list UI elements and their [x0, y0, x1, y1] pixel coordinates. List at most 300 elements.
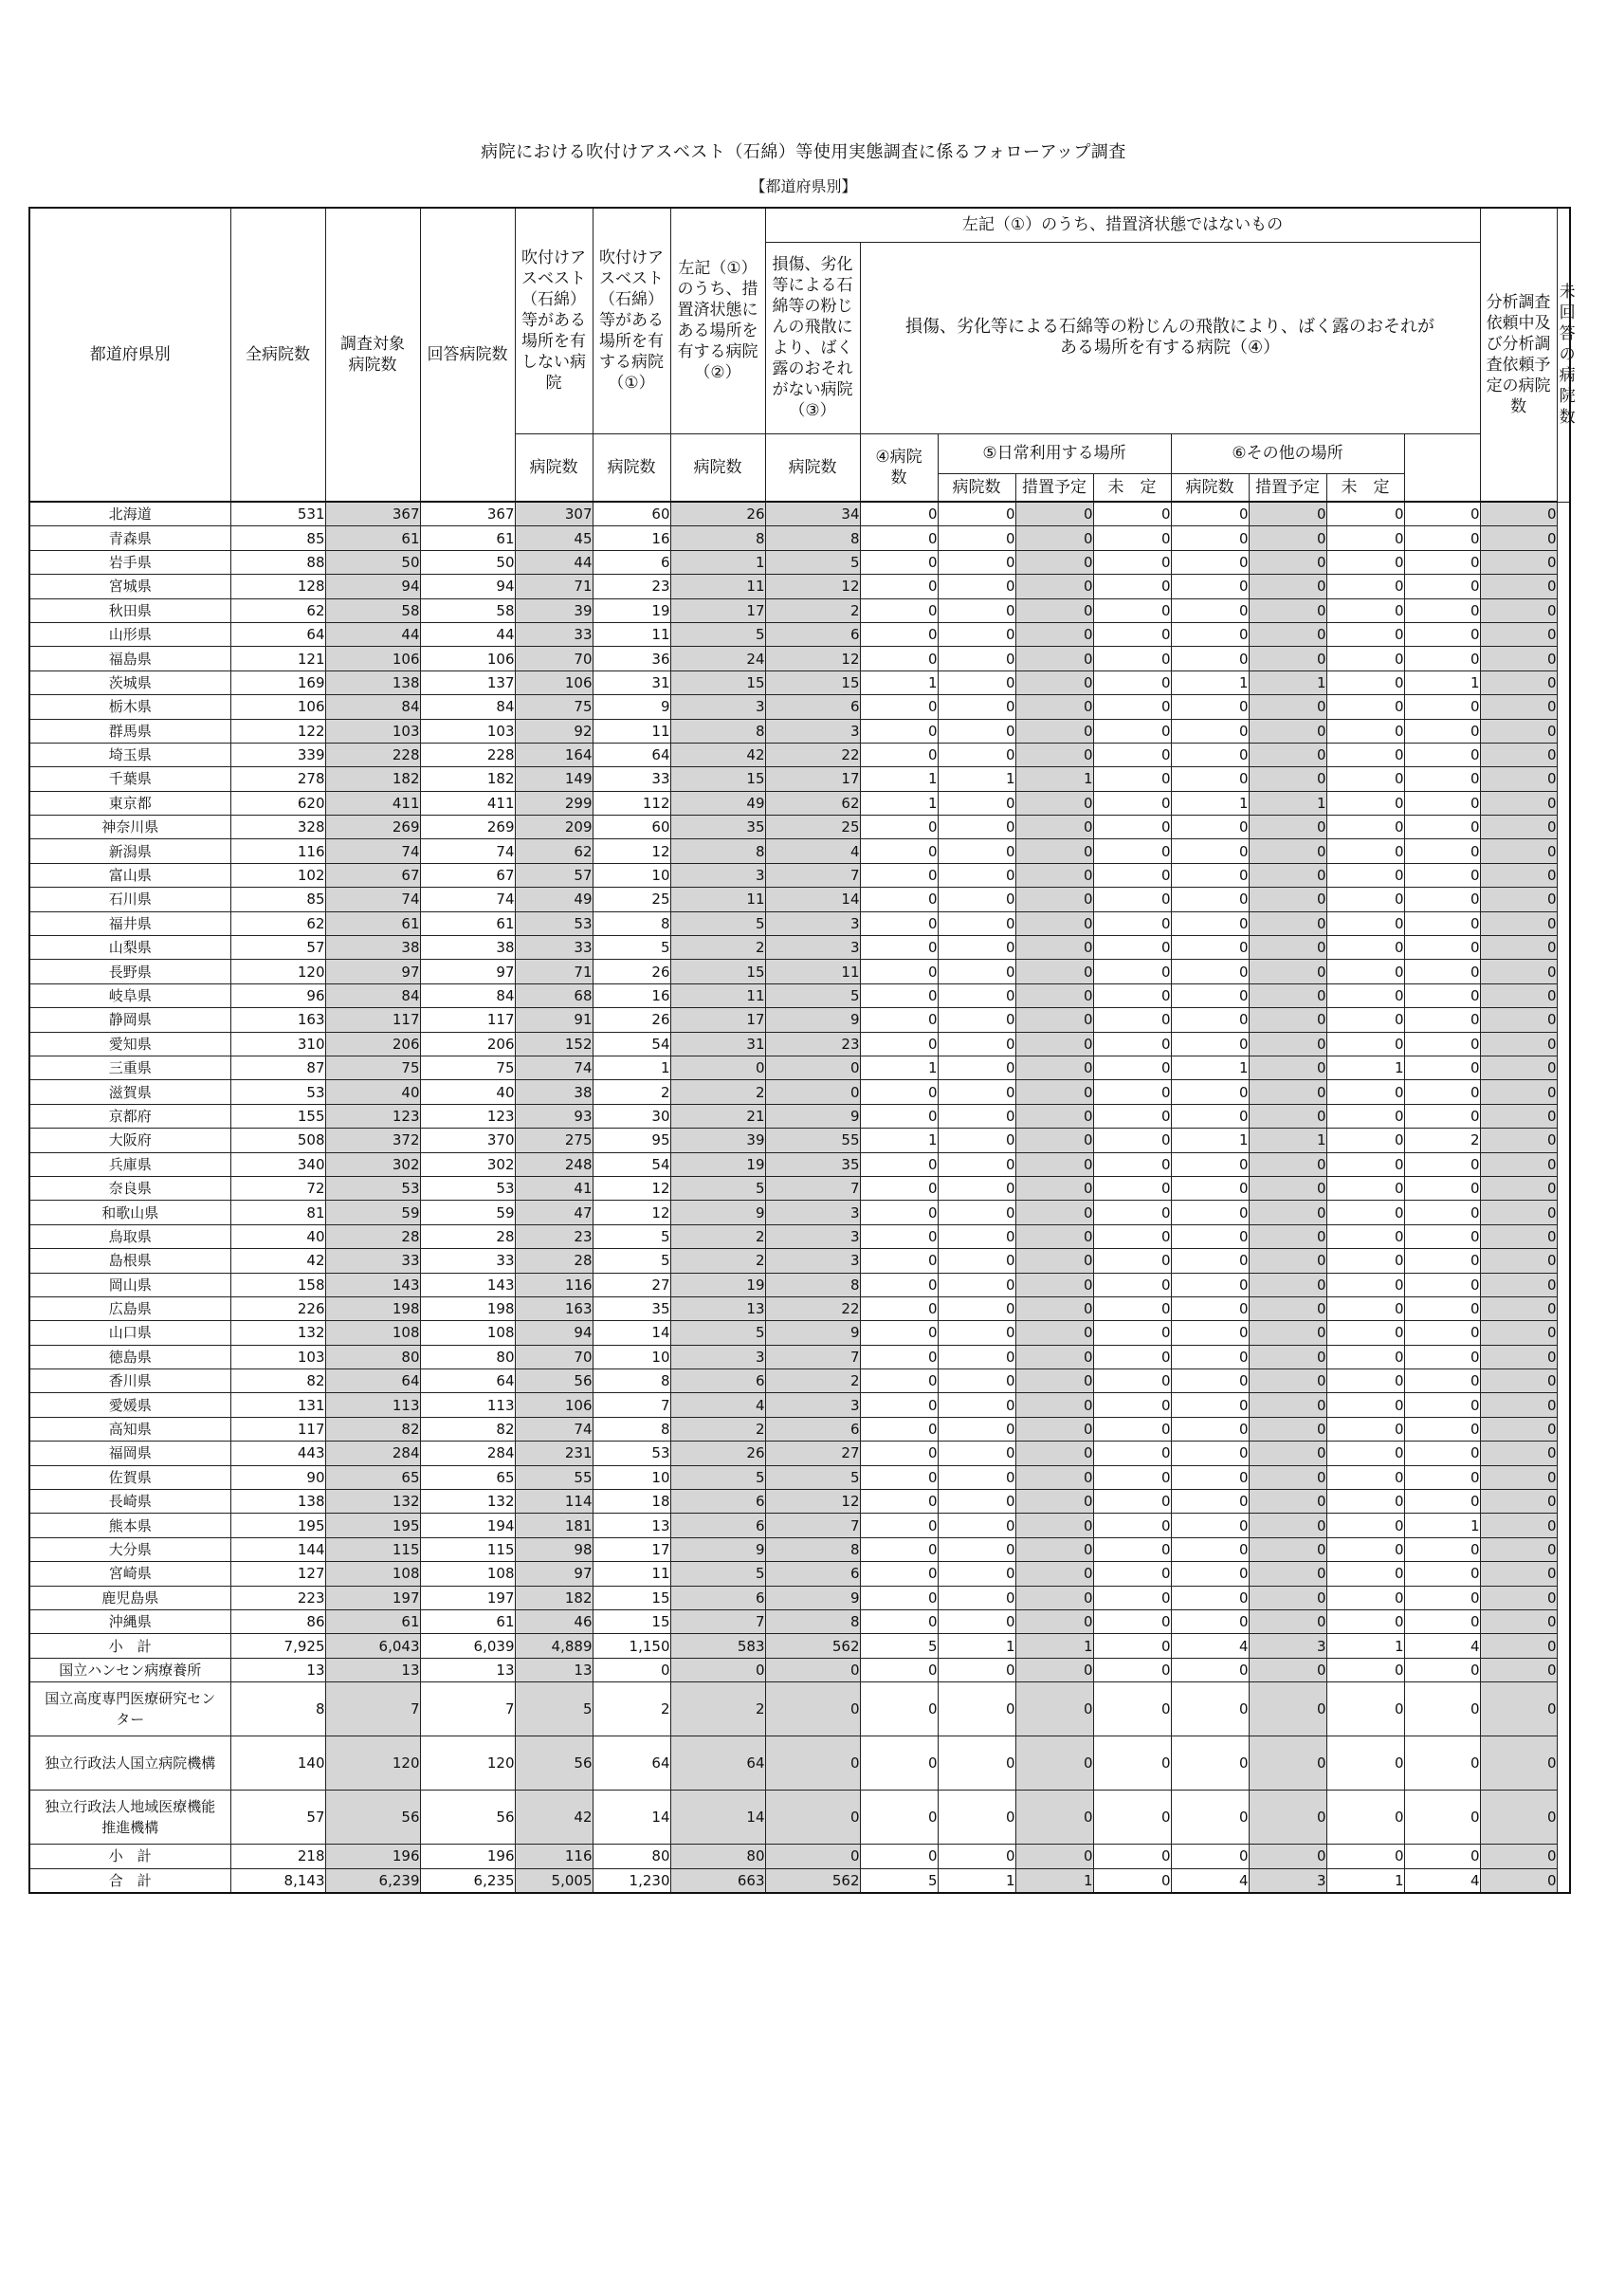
cell-value: 2: [670, 1682, 765, 1736]
cell-value: 0: [1404, 1273, 1480, 1296]
cell-value: 62: [230, 598, 325, 622]
cell-value: 8: [670, 719, 765, 743]
cell-value: 299: [515, 791, 593, 815]
cell-value: 132: [420, 1490, 515, 1514]
cell-value: 0: [1480, 1417, 1557, 1441]
cell-value: 0: [1093, 1514, 1171, 1537]
cell-value: 0: [938, 1008, 1015, 1032]
cell-value: 25: [765, 816, 860, 839]
cell-value: 0: [1249, 936, 1326, 960]
cell-value: 75: [420, 1056, 515, 1079]
cell-value: 0: [938, 1417, 1015, 1441]
cell-value: 0: [938, 1032, 1015, 1056]
cell-value: 80: [420, 1345, 515, 1368]
cell-value: 0: [1249, 1345, 1326, 1368]
cell-value: 1: [670, 550, 765, 574]
cell-value: 0: [1171, 1417, 1249, 1441]
cell-value: 0: [1171, 1514, 1249, 1537]
table-row: [29, 598, 1570, 622]
cell-value: 0: [1326, 575, 1404, 598]
cell-value: 0: [1249, 1224, 1326, 1248]
cell-value: 0: [1326, 936, 1404, 960]
cell-value: 209: [515, 816, 593, 839]
cell-value: 9: [765, 1321, 860, 1345]
cell-value: 0: [938, 1791, 1015, 1845]
header-count-b: 病院数: [593, 433, 670, 502]
cell-value: 0: [1093, 1321, 1171, 1345]
cell-value: 6,239: [325, 1868, 420, 1893]
cell-value: 0: [1404, 1249, 1480, 1273]
cell-value: 0: [1015, 598, 1093, 622]
cell-value: 0: [1093, 1152, 1171, 1176]
cell-value: 0: [1093, 1634, 1171, 1658]
cell-value: 2: [1404, 1129, 1480, 1152]
cell-value: 0: [1249, 1562, 1326, 1586]
cell-value: 0: [938, 1176, 1015, 1200]
cell-value: 1: [860, 670, 938, 694]
row-label: 熊本県: [29, 1514, 230, 1537]
cell-value: 0: [938, 719, 1015, 743]
cell-value: 0: [1093, 695, 1171, 719]
cell-value: 0: [1404, 1176, 1480, 1200]
cell-value: 0: [1249, 1104, 1326, 1128]
header-other: ⑥その他の場所: [1171, 433, 1404, 473]
cell-value: 5: [860, 1634, 938, 1658]
cell-value: 0: [1093, 1129, 1171, 1152]
cell-value: 0: [938, 911, 1015, 935]
cell-value: 0: [1326, 647, 1404, 670]
cell-value: 5: [670, 1465, 765, 1489]
cell-value: 33: [420, 1249, 515, 1273]
row-label: 長野県: [29, 960, 230, 983]
cell-value: 0: [1093, 1176, 1171, 1200]
cell-value: 0: [1326, 1791, 1404, 1845]
cell-value: 0: [1404, 622, 1480, 646]
cell-value: 0: [1404, 743, 1480, 766]
table-row: [29, 1514, 1570, 1537]
cell-value: 0: [938, 743, 1015, 766]
cell-value: 38: [420, 936, 515, 960]
cell-value: 152: [515, 1032, 593, 1056]
cell-value: 0: [1480, 1056, 1557, 1079]
cell-value: 49: [515, 888, 593, 911]
cell-value: 0: [860, 1537, 938, 1561]
cell-value: 0: [1480, 550, 1557, 574]
cell-value: 74: [420, 888, 515, 911]
cell-value: 3: [765, 719, 860, 743]
table-row: [29, 888, 1570, 911]
cell-value: 58: [325, 598, 420, 622]
cell-value: 71: [515, 575, 593, 598]
cell-value: 16: [593, 526, 670, 550]
cell-value: 0: [1249, 816, 1326, 839]
cell-value: 228: [420, 743, 515, 766]
cell-value: 1,150: [593, 1634, 670, 1658]
cell-value: 0: [1404, 1056, 1480, 1079]
cell-value: 0: [1249, 983, 1326, 1007]
cell-value: 120: [325, 1736, 420, 1791]
cell-value: 278: [230, 767, 325, 791]
cell-value: 0: [860, 1514, 938, 1537]
cell-value: 0: [1404, 1321, 1480, 1345]
cell-value: 0: [1249, 839, 1326, 863]
cell-value: 128: [230, 575, 325, 598]
cell-value: 1: [938, 1868, 1015, 1893]
cell-value: 0: [1326, 1609, 1404, 1633]
table-row: [29, 1562, 1570, 1586]
cell-value: 340: [230, 1152, 325, 1176]
cell-value: 144: [230, 1537, 325, 1561]
cell-value: 0: [860, 1104, 938, 1128]
cell-value: 0: [1249, 1736, 1326, 1791]
cell-value: 0: [1249, 1273, 1326, 1296]
cell-value: 0: [1404, 1682, 1480, 1736]
cell-value: 0: [938, 839, 1015, 863]
cell-value: 93: [515, 1104, 593, 1128]
cell-value: 27: [593, 1273, 670, 1296]
cell-value: 0: [765, 1080, 860, 1104]
cell-value: 0: [1015, 1201, 1093, 1224]
cell-value: 0: [938, 1129, 1015, 1152]
cell-value: 71: [515, 960, 593, 983]
cell-value: 0: [1326, 791, 1404, 815]
cell-value: 0: [1326, 1104, 1404, 1128]
row-label: 合 計: [29, 1868, 230, 1893]
row-label: 愛知県: [29, 1032, 230, 1056]
cell-value: 0: [1249, 575, 1326, 598]
cell-value: 0: [938, 1369, 1015, 1393]
row-label: 山口県: [29, 1321, 230, 1345]
cell-value: 0: [1404, 1537, 1480, 1561]
cell-value: 21: [670, 1104, 765, 1128]
cell-value: 56: [325, 1791, 420, 1845]
cell-value: 5: [860, 1868, 938, 1893]
cell-value: 38: [515, 1080, 593, 1104]
row-label: 徳島県: [29, 1345, 230, 1368]
cell-value: 6: [670, 1369, 765, 1393]
cell-value: 6,235: [420, 1868, 515, 1893]
cell-value: 0: [1480, 1201, 1557, 1224]
cell-value: 5: [670, 911, 765, 935]
header-group-risk: 損傷、劣化等による石綿等の粉じんの飛散により、ばく露のおそれがある場所を有する病院（④）: [860, 242, 1480, 433]
table-row: [29, 911, 1570, 935]
cell-value: 0: [1480, 1129, 1557, 1152]
row-label: 山形県: [29, 622, 230, 646]
cell-value: 372: [325, 1129, 420, 1152]
cell-value: 0: [938, 1080, 1015, 1104]
cell-value: 0: [1015, 863, 1093, 887]
cell-value: 0: [1015, 1537, 1093, 1561]
cell-value: 46: [515, 1609, 593, 1633]
cell-value: 7: [765, 863, 860, 887]
cell-value: 198: [325, 1296, 420, 1320]
cell-value: 0: [860, 647, 938, 670]
row-label: 兵庫県: [29, 1152, 230, 1176]
cell-value: 0: [1015, 1176, 1093, 1200]
cell-value: 0: [860, 695, 938, 719]
cell-value: 70: [515, 1345, 593, 1368]
cell-value: 248: [515, 1152, 593, 1176]
cell-value: 15: [670, 960, 765, 983]
cell-value: 0: [1326, 550, 1404, 574]
cell-value: 59: [325, 1201, 420, 1224]
cell-value: 140: [230, 1736, 325, 1791]
cell-value: 149: [515, 767, 593, 791]
cell-value: 0: [1326, 743, 1404, 766]
cell-value: 0: [1480, 791, 1557, 815]
cell-value: 0: [1249, 1008, 1326, 1032]
cell-value: 13: [420, 1658, 515, 1681]
cell-value: 0: [1480, 670, 1557, 694]
cell-value: 0: [938, 1393, 1015, 1417]
cell-value: 106: [515, 1393, 593, 1417]
cell-value: 115: [420, 1537, 515, 1561]
cell-value: 583: [670, 1634, 765, 1658]
cell-value: 0: [860, 1393, 938, 1417]
cell-value: 0: [1093, 598, 1171, 622]
cell-value: 0: [1404, 1032, 1480, 1056]
cell-value: 0: [860, 1791, 938, 1845]
cell-value: 117: [420, 1008, 515, 1032]
header-daily-planned: 措置予定: [1015, 473, 1093, 502]
cell-value: 94: [420, 575, 515, 598]
cell-value: 0: [1171, 1791, 1249, 1845]
cell-value: 0: [1480, 960, 1557, 983]
cell-value: 0: [1404, 1224, 1480, 1248]
header-daily: ⑤日常利用する場所: [938, 433, 1171, 473]
table-row: [29, 1224, 1570, 1248]
cell-value: 0: [1093, 1490, 1171, 1514]
cell-value: 0: [1480, 1345, 1557, 1368]
cell-value: 0: [938, 1682, 1015, 1736]
cell-value: 0: [1480, 1465, 1557, 1489]
cell-value: 0: [1404, 936, 1480, 960]
cell-value: 7: [765, 1345, 860, 1368]
cell-value: 269: [420, 816, 515, 839]
cell-value: 0: [1015, 816, 1093, 839]
cell-value: 122: [230, 719, 325, 743]
cell-value: 0: [1093, 622, 1171, 646]
cell-value: 64: [593, 743, 670, 766]
row-label: 栃木県: [29, 695, 230, 719]
cell-value: 70: [515, 647, 593, 670]
cell-value: 163: [230, 1008, 325, 1032]
row-label: 長崎県: [29, 1490, 230, 1514]
cell-value: 158: [230, 1273, 325, 1296]
cell-value: 0: [1480, 863, 1557, 887]
cell-value: 3: [765, 911, 860, 935]
cell-value: 0: [1093, 791, 1171, 815]
cell-value: 26: [593, 960, 670, 983]
cell-value: 0: [1249, 863, 1326, 887]
cell-value: 12: [765, 575, 860, 598]
cell-value: 9: [593, 695, 670, 719]
cell-value: 0: [1093, 1393, 1171, 1417]
table-row: [29, 1682, 1570, 1736]
cell-value: 0: [1480, 1224, 1557, 1248]
cell-value: 31: [670, 1032, 765, 1056]
cell-value: 0: [1404, 960, 1480, 983]
cell-value: 0: [938, 1056, 1015, 1079]
cell-value: 0: [1093, 1845, 1171, 1868]
cell-value: 0: [1171, 1609, 1249, 1633]
cell-value: 0: [1326, 695, 1404, 719]
cell-value: 0: [860, 1586, 938, 1609]
header-count-a: 病院数: [515, 433, 593, 502]
cell-value: 27: [765, 1442, 860, 1465]
cell-value: 0: [938, 550, 1015, 574]
cell-value: 55: [765, 1129, 860, 1152]
cell-value: 0: [860, 1176, 938, 1200]
cell-value: 74: [515, 1056, 593, 1079]
cell-value: 0: [860, 1345, 938, 1368]
table-row: [29, 1296, 1570, 1320]
cell-value: 0: [1480, 1032, 1557, 1056]
cell-value: 0: [938, 791, 1015, 815]
cell-value: 0: [860, 1152, 938, 1176]
table-row: [29, 816, 1570, 839]
cell-value: 0: [1480, 526, 1557, 550]
cell-value: 4: [765, 839, 860, 863]
cell-value: 0: [1015, 1008, 1093, 1032]
table-row: [29, 960, 1570, 983]
cell-value: 0: [1171, 1104, 1249, 1128]
cell-value: 5: [593, 1249, 670, 1273]
cell-value: 0: [860, 960, 938, 983]
cell-value: 1: [1249, 1129, 1326, 1152]
cell-value: 8: [670, 526, 765, 550]
row-label: 沖縄県: [29, 1609, 230, 1633]
cell-value: 0: [1171, 1562, 1249, 1586]
cell-value: 8: [670, 839, 765, 863]
table-row: [29, 1586, 1570, 1609]
cell-value: 0: [1093, 936, 1171, 960]
cell-value: 1: [938, 1634, 1015, 1658]
cell-value: 0: [1015, 1056, 1093, 1079]
cell-value: 0: [1326, 1845, 1404, 1868]
cell-value: 0: [1480, 1658, 1557, 1681]
cell-value: 85: [230, 526, 325, 550]
cell-value: 0: [1480, 983, 1557, 1007]
table-body: [29, 502, 1570, 1893]
cell-value: 1: [1249, 791, 1326, 815]
cell-value: 0: [1171, 1345, 1249, 1368]
cell-value: 0: [1404, 1080, 1480, 1104]
cell-value: 0: [1171, 743, 1249, 766]
row-label: 鹿児島県: [29, 1586, 230, 1609]
cell-value: 0: [1015, 1369, 1093, 1393]
cell-value: 14: [593, 1791, 670, 1845]
cell-value: 0: [938, 1249, 1015, 1273]
cell-value: 0: [860, 888, 938, 911]
table-row: [29, 1465, 1570, 1489]
cell-value: 182: [420, 767, 515, 791]
cell-value: 61: [420, 1609, 515, 1633]
cell-value: 19: [670, 1273, 765, 1296]
cell-value: 0: [1093, 1442, 1171, 1465]
cell-value: 9: [765, 1104, 860, 1128]
cell-value: 0: [1093, 719, 1171, 743]
row-label: 新潟県: [29, 839, 230, 863]
row-label: 石川県: [29, 888, 230, 911]
cell-value: 53: [515, 911, 593, 935]
cell-value: 0: [1171, 622, 1249, 646]
cell-value: 115: [325, 1537, 420, 1561]
cell-value: 143: [325, 1273, 420, 1296]
cell-value: 0: [1093, 1609, 1171, 1633]
cell-value: 1: [1171, 791, 1249, 815]
cell-value: 206: [325, 1032, 420, 1056]
cell-value: 35: [765, 1152, 860, 1176]
cell-value: 0: [1404, 1791, 1480, 1845]
cell-value: 0: [938, 1537, 1015, 1561]
cell-value: 0: [860, 1321, 938, 1345]
cell-value: 0: [1093, 1273, 1171, 1296]
cell-value: 0: [1326, 1249, 1404, 1273]
cell-value: 0: [1326, 1345, 1404, 1368]
cell-value: 0: [1093, 1080, 1171, 1104]
cell-value: 0: [1015, 575, 1093, 598]
cell-value: 8: [765, 1273, 860, 1296]
table-row: [29, 936, 1570, 960]
cell-value: 0: [1093, 1562, 1171, 1586]
cell-value: 108: [325, 1321, 420, 1345]
cell-value: 108: [420, 1321, 515, 1345]
cell-value: 0: [938, 1273, 1015, 1296]
cell-value: 0: [1326, 888, 1404, 911]
cell-value: 284: [420, 1442, 515, 1465]
cell-value: 0: [1171, 983, 1249, 1007]
cell-value: 195: [230, 1514, 325, 1537]
table-row: [29, 550, 1570, 574]
cell-value: 182: [325, 767, 420, 791]
cell-value: 15: [593, 1609, 670, 1633]
cell-value: 0: [1326, 1537, 1404, 1561]
cell-value: 14: [765, 888, 860, 911]
cell-value: 0: [1326, 1080, 1404, 1104]
cell-value: 9: [765, 1586, 860, 1609]
cell-value: 0: [1404, 839, 1480, 863]
table-row: [29, 1537, 1570, 1561]
cell-value: 0: [1171, 1152, 1249, 1176]
cell-value: 0: [1171, 1490, 1249, 1514]
cell-value: 0: [1015, 1345, 1093, 1368]
cell-value: 42: [230, 1249, 325, 1273]
cell-value: 0: [938, 1465, 1015, 1489]
cell-value: 98: [515, 1537, 593, 1561]
cell-value: 3: [670, 863, 765, 887]
cell-value: 443: [230, 1442, 325, 1465]
cell-value: 9: [765, 1008, 860, 1032]
row-label: 東京都: [29, 791, 230, 815]
cell-value: 0: [1093, 839, 1171, 863]
cell-value: 5: [515, 1682, 593, 1736]
cell-value: 67: [325, 863, 420, 887]
cell-value: 44: [515, 550, 593, 574]
cell-value: 0: [1404, 1393, 1480, 1417]
cell-value: 195: [325, 1514, 420, 1537]
cell-value: 35: [670, 816, 765, 839]
cell-value: 0: [938, 1345, 1015, 1368]
cell-value: 75: [325, 1056, 420, 1079]
cell-value: 60: [593, 502, 670, 526]
cell-value: 120: [420, 1736, 515, 1791]
cell-value: 0: [1015, 791, 1093, 815]
cell-value: 164: [515, 743, 593, 766]
cell-value: 0: [1015, 1417, 1093, 1441]
cell-value: 0: [1480, 936, 1557, 960]
cell-value: 62: [765, 791, 860, 815]
